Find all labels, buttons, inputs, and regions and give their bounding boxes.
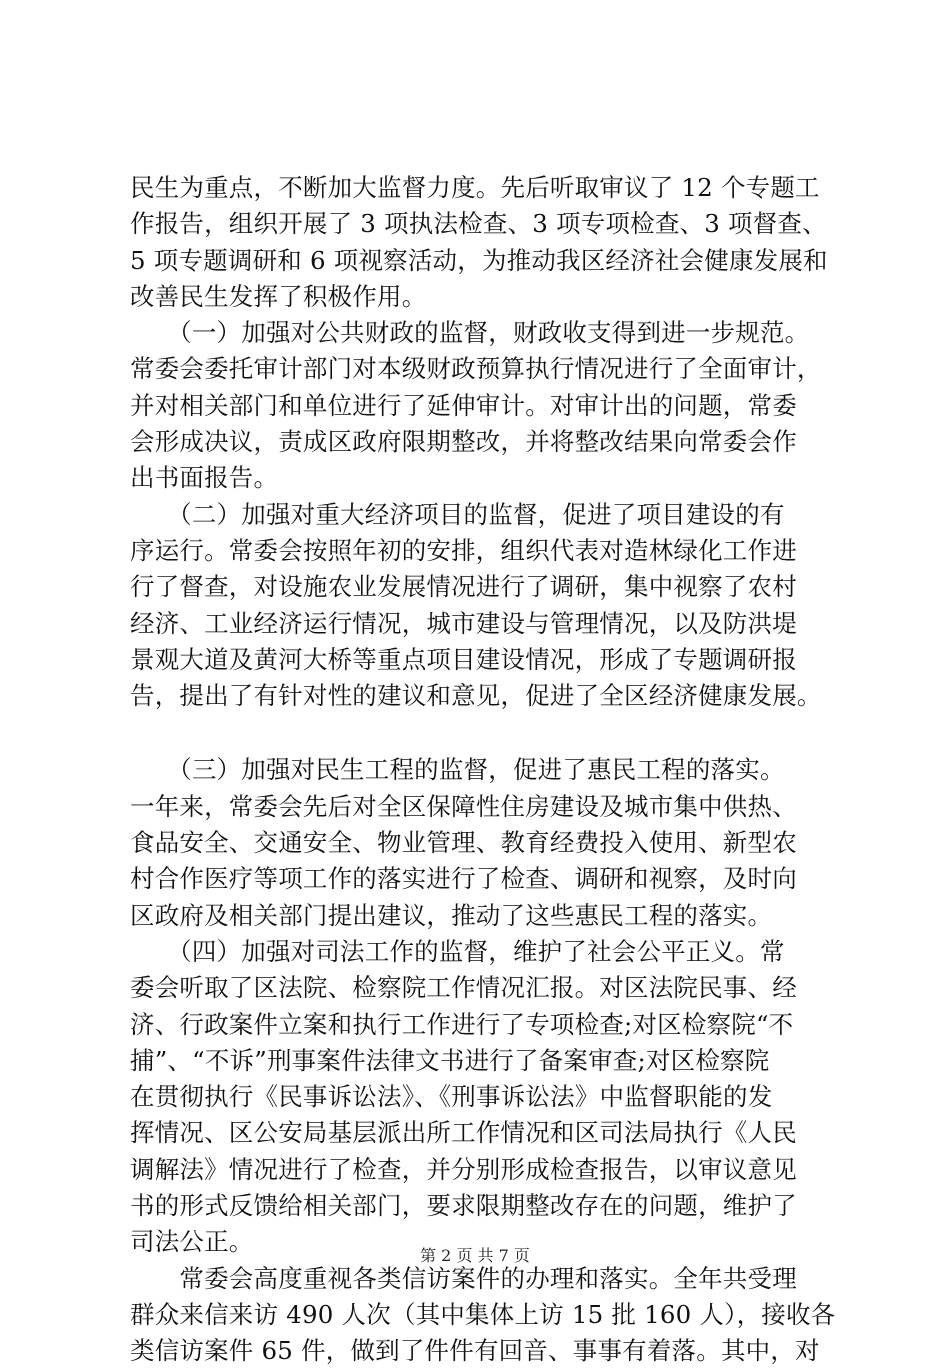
paragraph-gap xyxy=(130,714,852,752)
text-line: 作报告，组织开展了 3 项执法检查、3 项专项检查、3 项督查、 xyxy=(130,209,827,239)
text-line: 委会听取了区法院、检察院工作情况汇报。对区法院民事、经 xyxy=(130,973,797,1003)
text-line: 类信访案件 65 件，做到了件件有回音、事事有着落。其中，对 xyxy=(130,1336,820,1366)
text-line: 告，提出了有针对性的建议和意见，促进了全区经济健康发展。 xyxy=(130,681,822,711)
paragraph-block-1 xyxy=(130,170,852,714)
text-line: 常委会高度重视各类信访案件的办理和落实。全年共受理 xyxy=(130,1263,797,1293)
text-line: 在贯彻执行《民事诉讼法》、《刑事诉讼法》中监督职能的发 xyxy=(130,1082,773,1112)
text-line: 区政府及相关部门提出建议，推动了这些惠民工程的落实。 xyxy=(130,900,773,930)
page-number-footer: 第 2 页 共 7 页 xyxy=(420,1246,530,1265)
text-line: 出书面报告。 xyxy=(130,463,279,493)
text-line: 序运行。常委会按照年初的安排，组织代表对造林绿化工作进 xyxy=(130,535,797,565)
text-line: 村合作医疗等项工作的落实进行了检查、调研和视察，及时向 xyxy=(130,864,797,894)
text-line: 济、行政案件立案和执行工作进行了专项检查;对区检察院“不 xyxy=(130,1009,794,1039)
text-line: 书的形式反馈给相关部门，要求限期整改存在的问题，维护了 xyxy=(130,1191,797,1221)
text-line: （三）加强对民生工程的监督，促进了惠民工程的落实。 xyxy=(130,755,785,785)
document-body xyxy=(130,170,852,1370)
text-line: 民生为重点，不断加大监督力度。先后听取审议了 12 个专题工 xyxy=(130,173,820,202)
text-line: 常委会委托审计部门对本级财政预算执行情况进行了全面审计， xyxy=(130,354,822,384)
text-line: （二）加强对重大经济项目的监督，促进了项目建设的有 xyxy=(130,499,785,529)
text-line: 会形成决议，责成区政府限期整改，并将整改结果向常委会作 xyxy=(130,427,797,457)
text-line: （一）加强对公共财政的监督，财政收支得到进一步规范。 xyxy=(130,318,810,348)
text-line: 食品安全、交通安全、物业管理、教育经费投入使用、新型农 xyxy=(130,828,797,858)
text-line: 并对相关部门和单位进行了延伸审计。对审计出的问题，常委 xyxy=(130,390,797,420)
text-line: 5 项专题调研和 6 项视察活动，为推动我区经济社会健康发展和 xyxy=(130,245,828,275)
text-line: 经济、工业经济运行情况，城市建设与管理情况，以及防洪堤 xyxy=(130,608,797,638)
text-line: 景观大道及黄河大桥等重点项目建设情况，形成了专题调研报 xyxy=(130,644,797,674)
text-line: 捕”、“不诉”刑事案件法律文书进行了备案审查;对区检察院 xyxy=(130,1045,770,1075)
text-line: 改善民生发挥了积极作用。 xyxy=(130,281,427,311)
text-line: 一年来，常委会先后对全区保障性住房建设及城市集中供热、 xyxy=(130,791,797,821)
paragraph-block-2 xyxy=(130,752,852,1369)
text-line: 司法公正。 xyxy=(130,1227,254,1257)
text-line: 挥情况、区公安局基层派出所工作情况和区司法局执行《人民 xyxy=(130,1118,797,1148)
text-line: 群众来信来访 490 人次（其中集体上访 15 批 160 人），接收各 xyxy=(130,1299,836,1329)
text-line: （四）加强对司法工作的监督，维护了社会公平正义。常 xyxy=(130,936,785,966)
text-line: 调解法》情况进行了检查，并分别形成检查报告，以审议意见 xyxy=(130,1154,797,1184)
text-line: 行了督查，对设施农业发展情况进行了调研，集中视察了农村 xyxy=(130,572,797,602)
